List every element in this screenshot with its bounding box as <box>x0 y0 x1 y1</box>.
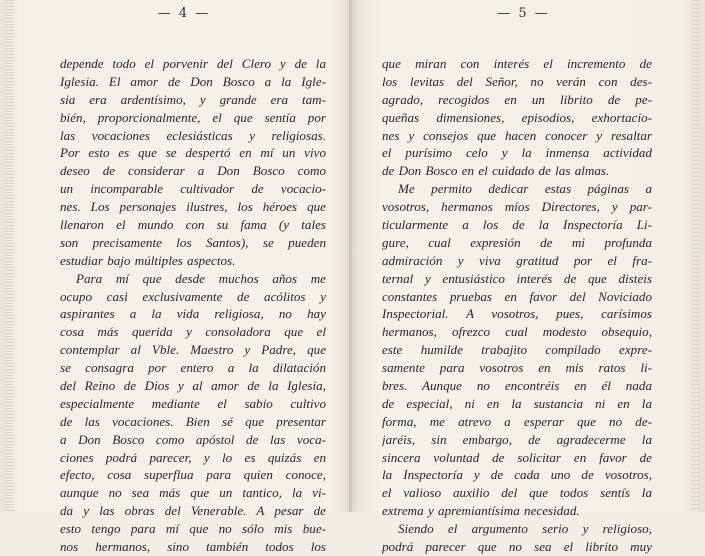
text-line: sia era ardentísimo, y grande era tam- <box>60 91 326 107</box>
text-line: hermanos, ofrezco cual modesto obsequio, <box>382 324 652 340</box>
text-line: Iglesia. El amor de Don Bosco a la Igle- <box>60 73 326 89</box>
text-line: admiración y viva gratitud por el fra- <box>382 252 652 268</box>
text-line: queñas dimensiones, episodios, exhortacio- <box>382 109 652 125</box>
text-line: aunque no sea más que un tantico, la vi- <box>60 485 326 501</box>
text-line: ocupo casi exclusivamente de acólitos y <box>60 288 326 304</box>
text-line: podrá parecer que no sea el librito muy <box>382 539 652 555</box>
text-line: vosotros, hermanos míos Directores, y par- <box>382 199 652 215</box>
text-line: constantes pruebas en favor del Noviciado <box>382 288 652 304</box>
left-page-text <box>60 55 326 556</box>
text-line: deseo de considerar a Don Bosco como <box>60 163 326 179</box>
text-line: del Reino de Dios y al amor de la Iglesia, <box>60 378 326 394</box>
text-line: un incomparable cultivador de vocacio- <box>60 181 326 197</box>
text-line: forma, me atrevo a esperar que no de- <box>382 413 652 429</box>
text-line: bién, proporcionalmente, el que sentía por <box>60 109 326 125</box>
text-line: da y las obras del Venerable. A pesar de <box>60 503 326 519</box>
text-line: esto tengo para mí que no sólo mis bue- <box>60 521 326 537</box>
text-line: nos hermanos, sino también todos los <box>60 539 326 555</box>
text-line: nes. Los personajes ilustres, los héroes que <box>60 199 326 215</box>
text-line: este humilde trabajito compilado expre- <box>382 342 652 358</box>
text-line: Me permito dedicar estas páginas a <box>398 181 652 197</box>
text-line: Siendo el argumento serio y religioso, <box>398 521 652 537</box>
text-line: bres. Aunque no encontréis en él nada <box>382 378 652 394</box>
left-scan-edge <box>4 0 14 512</box>
text-line: a Don Bosco como apóstol de las voca- <box>60 431 326 447</box>
text-line: nes y consejos que hacen conocer y resaltar <box>382 127 652 143</box>
right-scan-edge <box>691 0 701 512</box>
text-line: especialmente mediante el sabio cultivo <box>60 395 326 411</box>
text-line: ciones podrá parecer, y lo es quizás en <box>60 449 326 465</box>
text-line: ternal y entusiástico interés de que disteis <box>382 270 652 286</box>
text-line: aspirantes a la vida religiosa, no hay <box>60 306 326 322</box>
text-line: las vocaciones eclesiásticas y religiosas. <box>60 127 326 143</box>
text-line: sincera voluntad de solicitar en favor de <box>382 449 652 465</box>
text-line: Para mí que desde muchos años me <box>76 270 326 286</box>
text-line: Inspectorial. A vosotros, pues, carísimos <box>382 306 652 322</box>
book-gutter <box>349 0 352 512</box>
text-line: ticularmente a los de la Inspectoría Li- <box>382 217 652 233</box>
text-line: los levitas del Señor, no verán con des- <box>382 73 652 89</box>
text-line: extrema y apremiantísima necesidad. <box>382 503 580 519</box>
left-page-number: — 4 — <box>157 6 211 21</box>
text-line: samente para vosotros en mis ratos li- <box>382 360 652 376</box>
text-line: efecto, cosa superflua para quien conoce, <box>60 467 326 483</box>
text-line: de las vocaciones. Bien sé que presentar <box>60 413 326 429</box>
text-line: gure, cual expresión de mi profunda <box>382 234 652 250</box>
text-line: contemplar al Vble. Maestro y Padre, que <box>60 342 326 358</box>
text-line: de Don Bosco en el cuidado de las almas. <box>382 163 610 179</box>
text-line: que miran con interés el incremento de <box>382 56 652 71</box>
text-line: de especial, ni en la sustancia ni en la <box>382 395 652 411</box>
right-page-number: — 5 — <box>497 6 550 21</box>
text-line: depende todo el porvenir del Clero y de la <box>60 56 326 71</box>
text-line: son precisamente los Santos), se pueden <box>60 234 326 250</box>
text-line: llenaron el mundo con su fama (y tales <box>60 217 326 233</box>
text-line: el purísimo celo y la inmensa actividad <box>382 145 652 161</box>
text-line: cosa más querida y consoladora que el <box>60 324 326 340</box>
text-line: agrado, recogidos en un librito de pe- <box>382 91 652 107</box>
text-line: el valioso auxilio del que todos sentís la <box>382 485 652 501</box>
text-line: Por esto es que se despertó en mí un vivo <box>60 145 326 161</box>
left-page <box>14 0 344 555</box>
text-line: se consagra por entero a la dilatación <box>60 360 326 376</box>
text-line: la Inspectoría y de cada uno de vosotros, <box>382 467 652 483</box>
right-page-text <box>382 55 652 556</box>
text-line: jaréis, sin embargo, de agradecerme la <box>382 431 652 447</box>
text-line: estudiar bajo múltiples aspectos. <box>60 252 236 268</box>
right-page <box>356 0 691 555</box>
